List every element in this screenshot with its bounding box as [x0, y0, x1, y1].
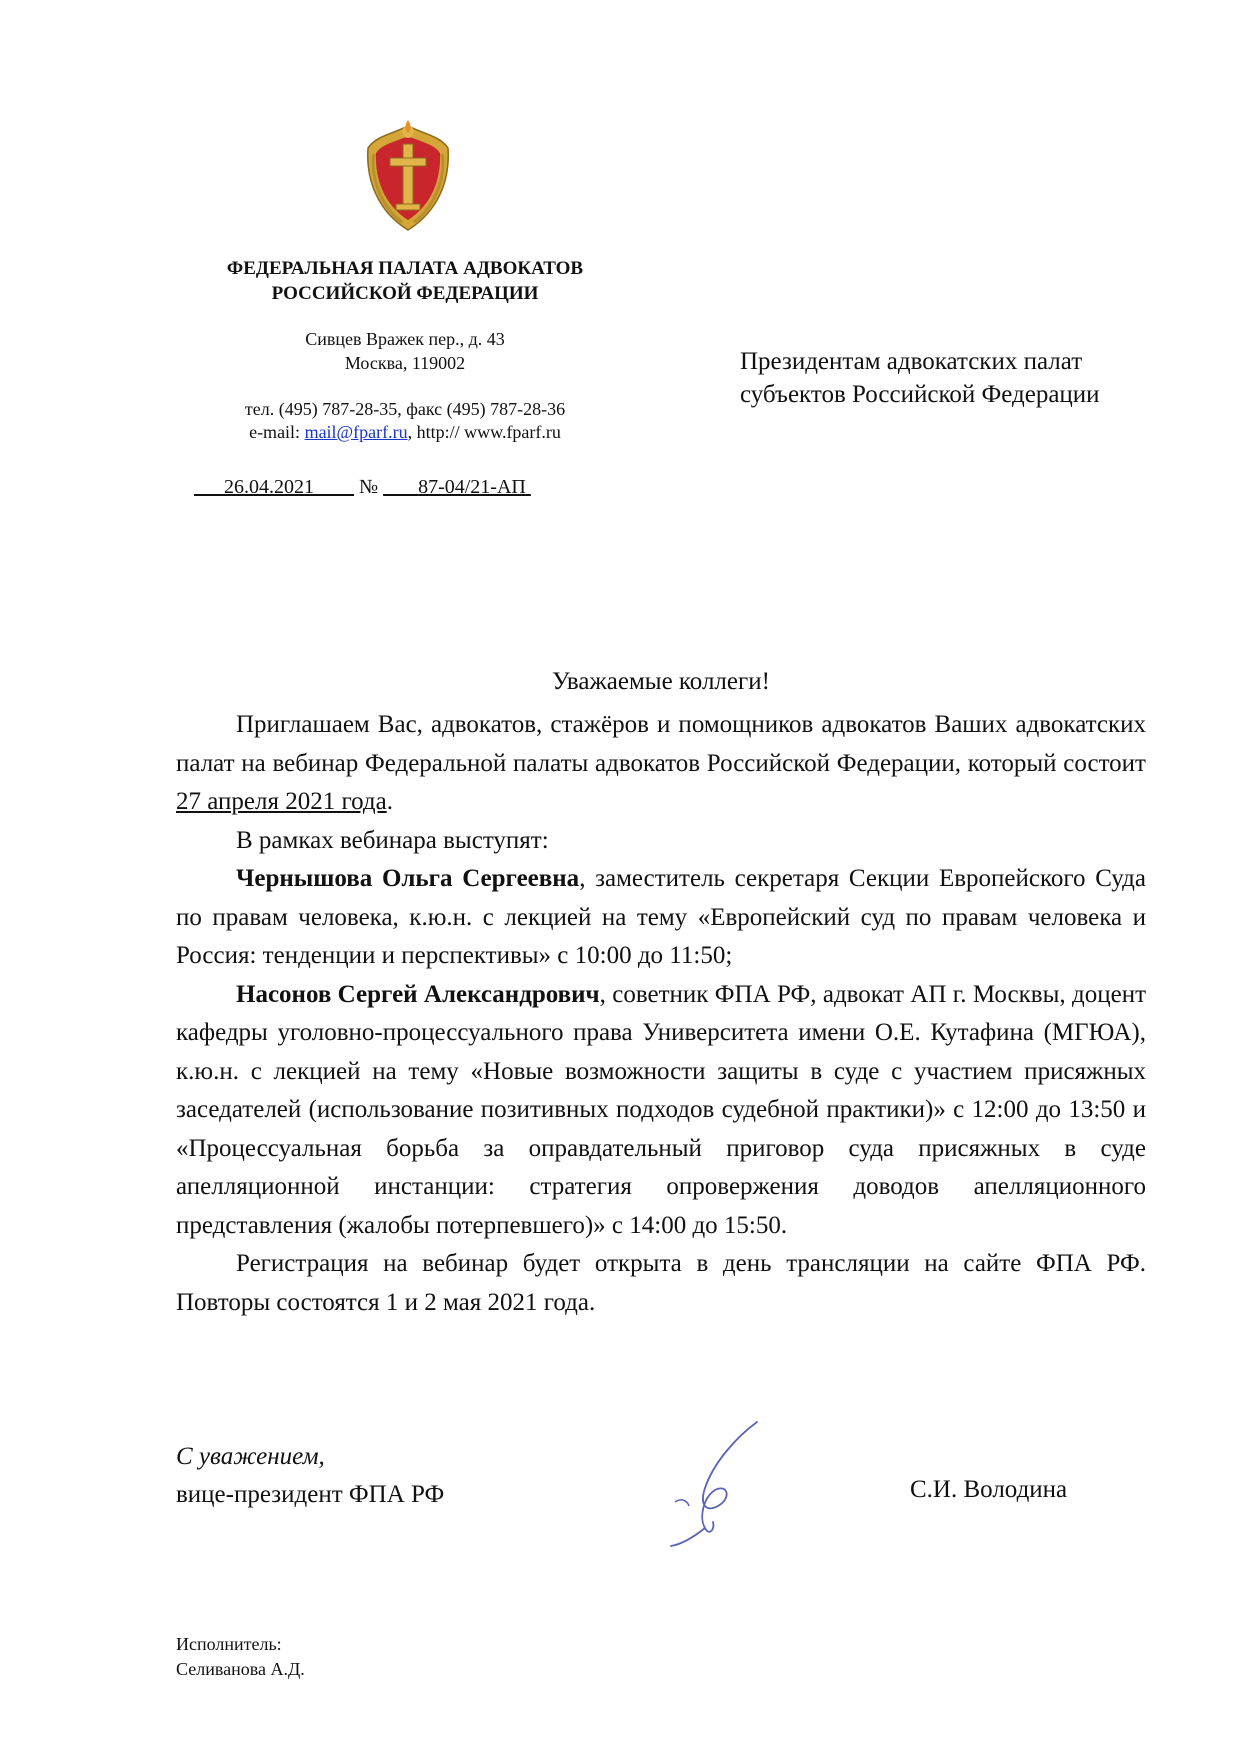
address-line1: Сивцев Вражек пер., д. 43 [305, 329, 505, 349]
closing-block [176, 1438, 444, 1514]
signer-name: С.И. Володина [910, 1476, 1068, 1503]
organization-name [160, 256, 650, 306]
phone-fax-line: тел. (495) 787-28-35, факс (495) 787-28-36 [244, 399, 566, 419]
number-sign: № [359, 476, 379, 498]
site-text: , http:// www.fparf.ru [407, 422, 561, 442]
handwritten-signature [665, 1418, 765, 1548]
executor-block [176, 1632, 305, 1682]
letter-body [176, 706, 1146, 1322]
registration-line [194, 476, 531, 499]
recipient-line2: субъектов Российской Федерации [740, 381, 1100, 408]
executor-label: Исполнитель: [176, 1634, 282, 1654]
fpa-emblem-logo [362, 118, 454, 234]
registration-number: 87-04/21-АП [418, 476, 526, 498]
regards-text: С уважением, [176, 1443, 325, 1470]
organization-address [160, 327, 650, 375]
invitation-end: . [386, 788, 393, 815]
invitation-text: Приглашаем Вас, адвокатов, стажёров и помощников адвокатов Ваших адвокатских палат на вебинар Федеральной палаты адвокатов Российской Федерации, который состоит [176, 711, 1146, 777]
speaker-2-details: , советник ФПА РФ, адвокат АП г. Москвы, доцент кафедры уголовно-процессуального права Университета имени О.Е. Кутафина (МГЮА), к.ю.н. с лекцией на тему «Новые возможности защиты в суде с участием присяжных заседателей (использование позитивных подходов судебной практики)» с 12:00 до 13:50 и «Процессуальная борьба за оправдательный приговор суда присяжных в суде апелляционной инстанции: стратегия опровержения доводов апелляционного представления (жалобы потерпевшего)» с 14:00 до 15:50. [176, 980, 1146, 1239]
recipient-block [740, 345, 1100, 411]
registration-date: 26.04.2021 [224, 476, 314, 498]
org-name-line2: РОССИЙСКОЙ ФЕДЕРАЦИИ [271, 283, 539, 304]
date-underline-post [314, 476, 354, 498]
paragraph-speaker-1 [176, 860, 1146, 976]
paragraph-invitation [176, 706, 1146, 822]
paragraph-registration: Регистрация на вебинар будет открыта в день трансляции на сайте ФПА РФ. Повторы состоятся 1 и 2 мая 2021 года. [176, 1250, 1146, 1316]
speaker-1-details: , заместитель секретаря Секции Европейского Суда по правам человека, к.ю.н. с лекцией на тему «Европейский суд по правам человека и Россия: тенденции и перспективы» с 10:00 до 11:50; [176, 865, 1147, 969]
paragraph-speaker-2 [176, 976, 1146, 1246]
speaker-1-name: Чернышова Ольга Сергеевна [236, 865, 580, 892]
paragraph-speakers-intro: В рамках вебинара выступят: [236, 826, 549, 854]
date-underline-pre [194, 476, 224, 498]
signer-position: вице-президент ФПА РФ [176, 1481, 445, 1508]
number-underline-pre [383, 476, 418, 498]
number-underline-post [526, 476, 531, 498]
address-line2: Москва, 119002 [344, 353, 466, 373]
speaker-2-name: Насонов Сергей Александрович [236, 980, 600, 1008]
webinar-date: 27 апреля 2021 года [176, 788, 387, 815]
recipient-line1: Президентам адвокатских палат [740, 348, 1083, 375]
email-site-line [160, 421, 650, 444]
executor-name: Селиванова А.Д. [176, 1659, 305, 1679]
greeting: Уважаемые коллеги! [552, 668, 770, 695]
organization-contacts [160, 398, 650, 444]
email-link[interactable]: mail@fparf.ru [304, 422, 408, 442]
org-name-line1: ФЕДЕРАЛЬНАЯ ПАЛАТА АДВОКАТОВ [226, 258, 584, 279]
email-prefix: e-mail: [249, 422, 305, 442]
